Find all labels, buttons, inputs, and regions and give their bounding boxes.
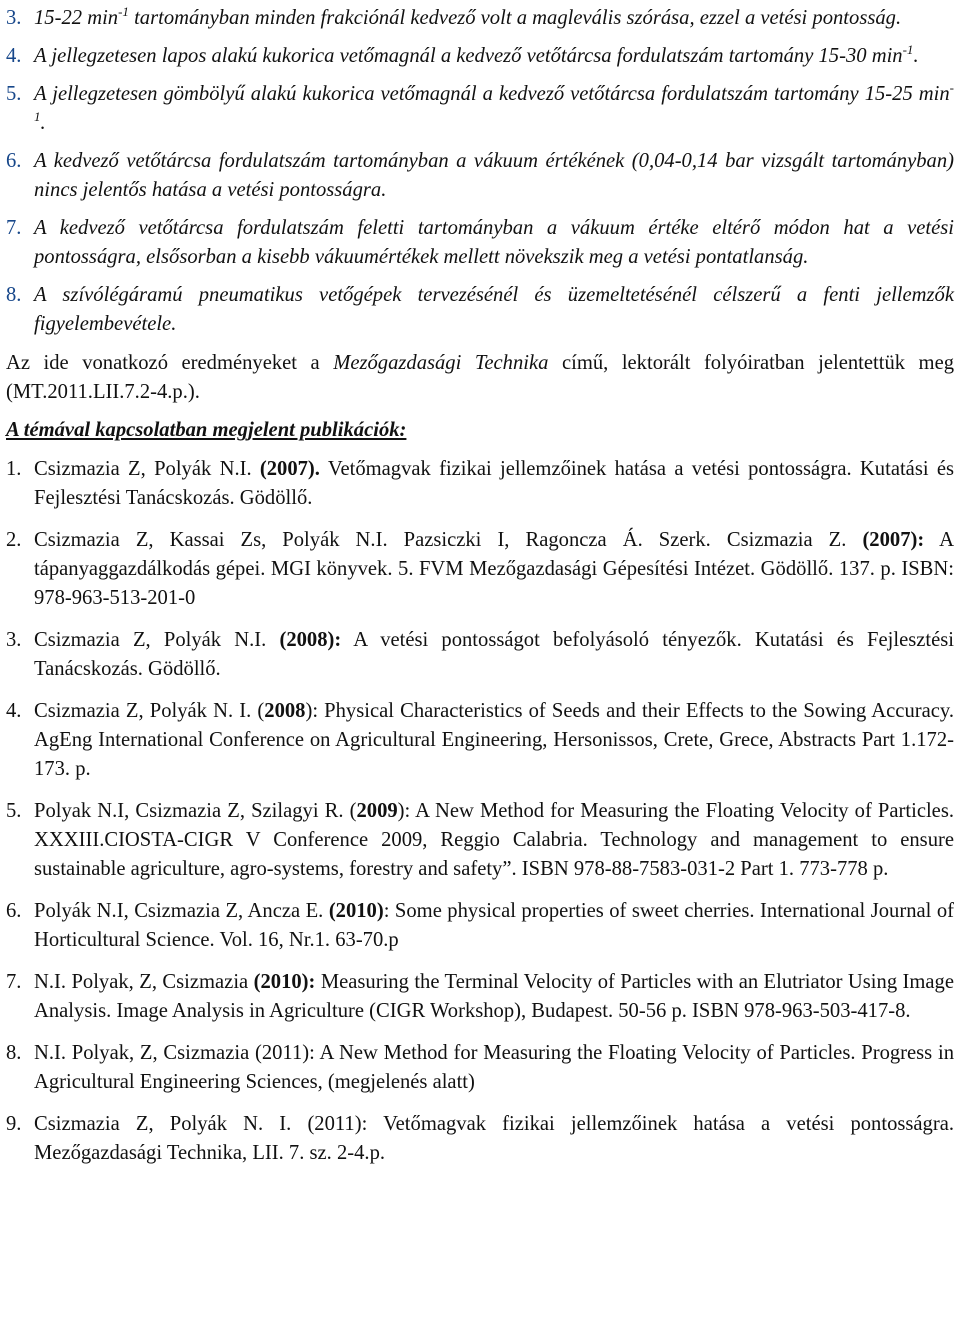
journal-name: Mezőgazdasági Technika [333, 352, 549, 374]
finding-text: A kedvező vetőtárcsa fordulatszám feletti tartományban a vákuum értéke eltérő módon hat a vetési pontosságra, elsősorban a kisebb vákuumértékek mellett növekszik meg a vetési pontatlanság. [34, 217, 954, 268]
publication-authors: N.I. Polyak, Z, Csizmazia (2011): A New Method for Measuring the Floating Velocity of Particles. Progress in Agricultural Engineering Sciences, (megjelenés alatt) [34, 1042, 954, 1093]
publication-authors: Csizmazia Z, Polyák N.I. [34, 629, 280, 651]
finding-number: 4. [6, 45, 22, 67]
publication-item [6, 897, 954, 955]
finding-item [6, 214, 954, 272]
publication-item [6, 968, 954, 1026]
finding-text: A jellegzetesen gömbölyű alakú kukorica vetőmagnál a kedvező vetőtárcsa fordulatszám tartomány 15-25 min [34, 83, 950, 105]
publication-item [6, 526, 954, 613]
publication-item [6, 797, 954, 884]
publication-number: 5. [6, 800, 22, 822]
publication-authors: Csizmazia Z, Polyák N. I. ( [34, 700, 265, 722]
publication-number: 2. [6, 529, 22, 551]
finding-number: 3. [6, 7, 22, 29]
publication-number: 8. [6, 1042, 22, 1064]
publication-number: 6. [6, 900, 22, 922]
finding-text-after: . [40, 112, 46, 134]
publication-item [6, 1110, 954, 1168]
publication-authors: Csizmazia Z, Polyák N. I. (2011): Vetőmagvak fizikai jellemzőinek hatása a vetési pontosságra. Mezőgazdasági Technika, LII. 7. sz. 2-4.p. [34, 1113, 954, 1164]
results-text-after: című, lektorált folyóiratban jelentettük meg (MT.2011.LII.7.2-4.p.). [6, 352, 955, 403]
publication-details: : Some physical properties of sweet cherries. International Journal of Horticultural Science. Vol. 16, Nr.1. 63-70.p [34, 900, 955, 951]
publication-details: A vetési pontosságot befolyásoló tényezők. Kutatási és Fejlesztési Tanácskozás. Gödöllő. [34, 629, 954, 680]
publication-item [6, 1039, 954, 1097]
finding-superscript: -1 [34, 80, 954, 125]
finding-item [6, 42, 954, 71]
publication-authors: Csizmazia Z, Kassai Zs, Polyák N.I. Pazsiczki I, Ragoncza Á. Szerk. Csizmazia Z. [34, 529, 863, 551]
publication-authors: Polyák N.I, Csizmazia Z, Ancza E. [34, 900, 329, 922]
finding-text-after: tartományban minden frakciónál kedvező volt a maglevális szórása, ezzel a vetési pontosság. [128, 7, 902, 29]
results-text-before: Az ide vonatkozó eredményeket a [6, 352, 334, 374]
publication-number: 7. [6, 971, 22, 993]
publication-number: 9. [6, 1113, 22, 1135]
publication-authors: N.I. Polyak, Z, Csizmazia [34, 971, 254, 993]
finding-text-after: . [913, 45, 919, 67]
publication-details: Measuring the Terminal Velocity of Particles with an Elutriator Using Image Analysis. Image Analysis in Agriculture (CIGR Workshop), Budapest. 50-56 p. ISBN 978-963-503-417-8. [34, 971, 954, 1022]
publication-details: ): A New Method for Measuring the Floating Velocity of Particles. XXXIII.CIOSTA-CIGR V Conference 2009, Reggio Calabria. Technology and management to ensure sustainable agriculture, agro-systems, forestry and safety”. ISBN 978-88-7583-031-2 Part 1. 773-778 p. [34, 800, 954, 880]
publication-authors: Csizmazia Z, Polyák N.I. [34, 458, 260, 480]
publication-number: 4. [6, 700, 22, 722]
publication-item [6, 626, 954, 684]
publication-details: Vetőmagvak fizikai jellemzőinek hatása a vetési pontosságra. Kutatási és Fejlesztési Tanácskozás. Gödöllő. [34, 458, 954, 509]
results-paragraph [6, 349, 954, 407]
finding-text: A szívólégáramú pneumatikus vetőgépek tervezésénél és üzemeltetésénél célszerű a fenti jellemzők figyelembevétele. [34, 284, 954, 335]
finding-text: 15-22 min [34, 7, 119, 29]
publication-number: 1. [6, 458, 22, 480]
finding-item [6, 4, 954, 33]
finding-item [6, 281, 954, 339]
publication-year: 2008 [264, 700, 306, 722]
publications-heading: A témával kapcsolatban megjelent publikációk: [6, 419, 407, 441]
publication-details: ): Physical Characteristics of Seeds and their Effects to the Sowing Accuracy. AgEng International Conference on Agricultural Engineering, Hersonissos, Crete, Grece, Abstracts Part 1.172-173. p. [34, 700, 954, 780]
publication-number: 3. [6, 629, 22, 651]
finding-text: A jellegzetesen lapos alakú kukorica vetőmagnál a kedvező vetőtárcsa fordulatszám tartomány 15-30 min [34, 45, 903, 67]
publication-year: (2008): [279, 629, 342, 651]
publication-authors: Polyak N.I, Csizmazia Z, Szilagyi R. ( [34, 800, 357, 822]
publication-details: A tápanyaggazdálkodás gépei. MGI könyvek. 5. FVM Mezőgazdasági Gépesítési Intézet. Gödöllő. 137. p. ISBN: 978-963-513-201-0 [34, 529, 954, 609]
publication-year: 2009 [356, 800, 398, 822]
publication-year: (2007): [862, 529, 925, 551]
finding-number: 6. [6, 150, 22, 172]
finding-item [6, 147, 954, 205]
finding-number: 7. [6, 217, 22, 239]
finding-number: 5. [6, 83, 22, 105]
finding-superscript: -1 [118, 4, 129, 20]
finding-text: A kedvező vetőtárcsa fordulatszám tartományban a vákuum értékének (0,04-0,14 bar vizsgált tartományban) nincs jelentős hatása a vetési pontosságra. [34, 150, 954, 201]
finding-item [6, 80, 954, 138]
publication-year: (2010) [328, 900, 384, 922]
publication-year: (2010): [253, 971, 316, 993]
publication-year: (2007). [259, 458, 320, 480]
publication-item [6, 697, 954, 784]
publication-item [6, 455, 954, 513]
finding-superscript: -1 [902, 42, 914, 58]
finding-number: 8. [6, 284, 22, 306]
